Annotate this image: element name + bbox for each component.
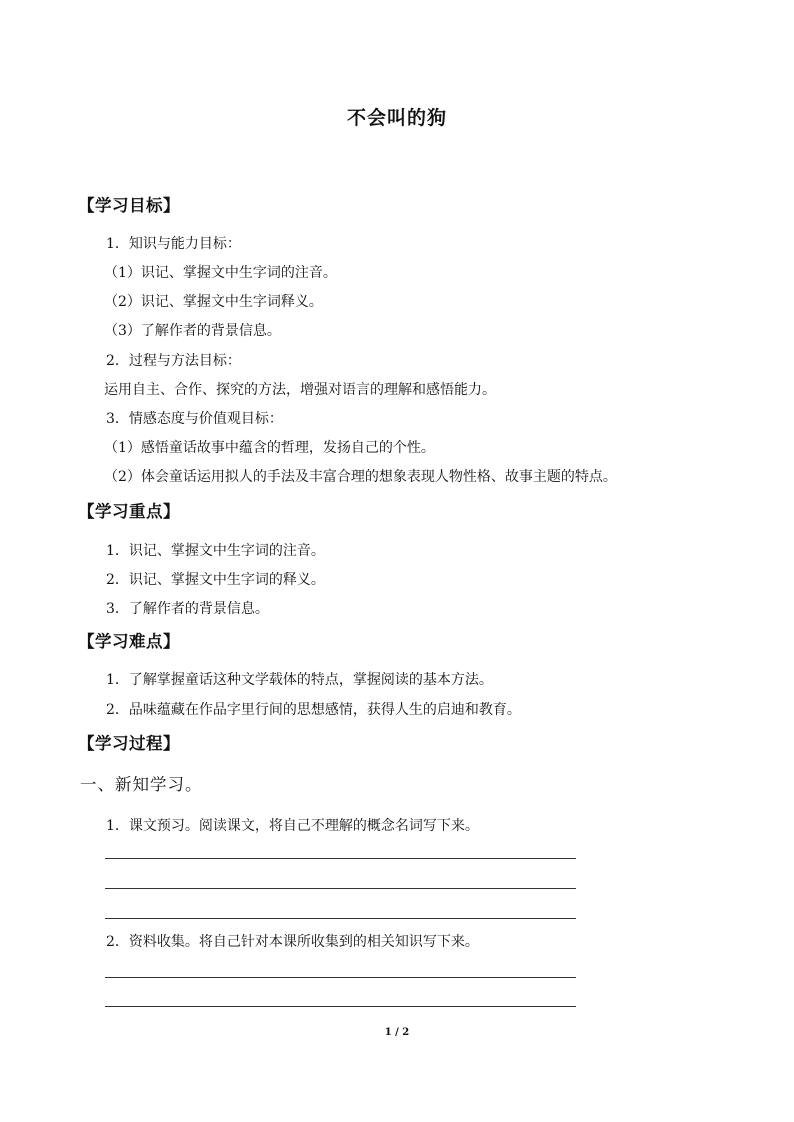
task-one-text: 1．课文预习。阅读课文，将自己不理解的概念名词写下来。 <box>106 818 479 834</box>
objective-line: （3）了解作者的背景信息。 <box>104 323 281 339</box>
objective-line: 3．情感态度与价值观目标： <box>106 411 283 427</box>
answer-line[interactable] <box>105 888 576 889</box>
objective-line: （2）体会童话运用拟人的手法及丰富合理的想象表现人物性格、故事主题的特点。 <box>104 469 617 485</box>
key-point-line: 2．识记、掌握文中生字词的释义。 <box>106 572 325 588</box>
objective-line: 运用自主、合作、探究的方法，增强对语言的理解和感悟能力。 <box>104 382 496 398</box>
answer-line[interactable] <box>105 858 576 859</box>
difficulty-line: 2．品味蕴藏在作品字里行间的思想感情，获得人生的启迪和教育。 <box>106 702 521 718</box>
part-one-heading: 一、新知学习。 <box>80 775 203 794</box>
document-title: 不会叫的狗 <box>346 107 447 129</box>
answer-line[interactable] <box>105 977 576 978</box>
key-point-line: 1．识记、掌握文中生字词的注音。 <box>106 543 325 559</box>
section-heading-key-points: 【学习重点】 <box>78 502 180 521</box>
objective-line: （1）识记、掌握文中生字词的注音。 <box>104 265 337 281</box>
section-heading-difficulties: 【学习难点】 <box>78 632 180 651</box>
objective-line: （1）感悟童话故事中蕴含的哲理，发扬自己的个性。 <box>104 440 435 456</box>
section-heading-objectives: 【学习目标】 <box>78 196 180 215</box>
objective-line: 2．过程与方法目标： <box>106 353 241 369</box>
task-two-text: 2．资料收集。将自己针对本课所收集到的相关知识写下来。 <box>106 934 479 950</box>
page-number: 1 / 2 <box>384 1027 410 1038</box>
objective-line: （2）识记、掌握文中生字词释义。 <box>104 294 323 310</box>
objective-line: 1．知识与能力目标： <box>106 236 241 252</box>
section-heading-process: 【学习过程】 <box>78 734 180 753</box>
answer-line[interactable] <box>105 918 576 919</box>
answer-line[interactable] <box>105 1006 576 1007</box>
key-point-line: 3．了解作者的背景信息。 <box>106 601 269 617</box>
difficulty-line: 1．了解掌握童话这种文学载体的特点，掌握阅读的基本方法。 <box>106 672 493 688</box>
